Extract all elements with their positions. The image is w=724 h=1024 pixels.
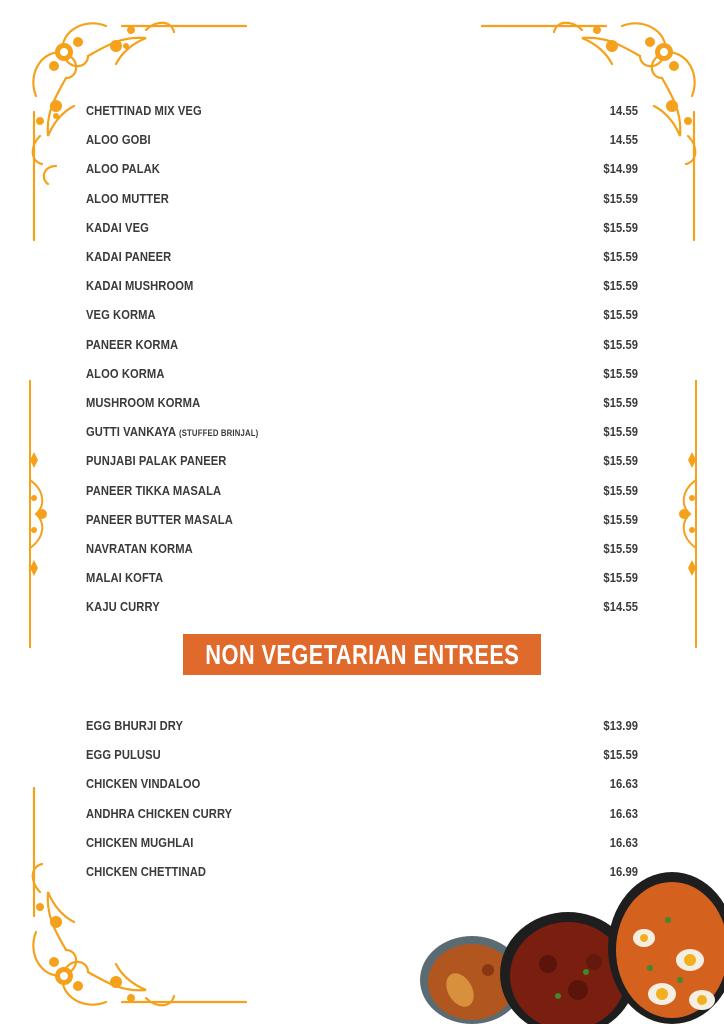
menu-item: [86, 563, 638, 592]
item-name: PANEER BUTTER MASALA: [86, 511, 233, 527]
item-note: (STUFFED BRINJAL): [178, 428, 259, 439]
item-name: EGG PULUSU: [86, 747, 161, 763]
item-price: 14.55: [609, 103, 639, 119]
menu-item: [86, 592, 638, 621]
menu-item: [86, 740, 638, 769]
menu-item: [86, 242, 638, 271]
menu-item: [86, 446, 638, 475]
item-price: $15.59: [603, 540, 639, 556]
menu-item: [86, 711, 638, 740]
menu-item: [86, 300, 638, 329]
item-price: 16.99: [609, 864, 639, 880]
item-price: $14.55: [603, 599, 639, 615]
menu-item: [86, 475, 638, 504]
item-price: 16.63: [609, 805, 639, 821]
menu-item: [86, 828, 638, 857]
item-name: ALOO PALAK: [86, 161, 160, 177]
item-name: CHICKEN CHETTINAD: [86, 864, 207, 880]
item-price: 16.63: [609, 776, 639, 792]
menu-item: [86, 505, 638, 534]
section-banner: [183, 634, 541, 675]
item-name: CHICKEN VINDALOO: [86, 776, 201, 792]
menu-item: [86, 534, 638, 563]
menu-item: [86, 769, 638, 798]
item-name: MALAI KOFTA: [86, 570, 164, 586]
item-price: $15.59: [603, 394, 639, 410]
item-name: PANEER KORMA: [86, 336, 179, 352]
item-price: $15.59: [603, 278, 639, 294]
item-price: $14.99: [603, 161, 639, 177]
item-price: $15.59: [603, 219, 639, 235]
menu-item: [86, 330, 638, 359]
item-name: ANDHRA CHICKEN CURRY: [86, 805, 233, 821]
item-price: $15.59: [603, 570, 639, 586]
menu-item: [86, 799, 638, 828]
item-price: $15.59: [603, 336, 639, 352]
menu-item: [86, 96, 638, 125]
item-price: $15.59: [603, 424, 639, 440]
item-price: $15.59: [603, 249, 639, 265]
item-name: ALOO GOBI: [86, 132, 151, 148]
item-price: $15.59: [603, 482, 639, 498]
veg-entrees-list: [86, 96, 638, 621]
side-ornament-right: [672, 380, 702, 648]
item-name: [86, 424, 258, 439]
item-name: ALOO MUTTER: [86, 190, 169, 206]
item-name: NAVRATAN KORMA: [86, 540, 193, 556]
item-price: $15.59: [603, 511, 639, 527]
item-name: CHETTINAD MIX VEG: [86, 103, 202, 119]
section-title: NON VEGETARIAN ENTREES: [205, 638, 519, 670]
item-name-text: GUTTI VANKAYA: [86, 424, 176, 440]
item-name: MUSHROOM KORMA: [86, 394, 201, 410]
item-price: $15.59: [603, 747, 639, 763]
item-price: $15.59: [603, 453, 639, 469]
item-price: $15.59: [603, 307, 639, 323]
menu-item: [86, 125, 638, 154]
item-name: KAJU CURRY: [86, 599, 160, 615]
item-price: $15.59: [603, 365, 639, 381]
menu-item: [86, 388, 638, 417]
item-name: CHICKEN MUGHLAI: [86, 834, 194, 850]
curry-bowls-image: [418, 872, 724, 1024]
item-name: PUNJABI PALAK PANEER: [86, 453, 227, 469]
item-name: EGG BHURJI DRY: [86, 718, 184, 734]
item-name: KADAI VEG: [86, 219, 149, 235]
menu-item: [86, 213, 638, 242]
menu-item: [86, 184, 638, 213]
nonveg-entrees-list: [86, 711, 638, 886]
item-name: ALOO KORMA: [86, 365, 165, 381]
item-price: $15.59: [603, 190, 639, 206]
menu-item: [86, 417, 638, 446]
item-name: PANEER TIKKA MASALA: [86, 482, 222, 498]
menu-item: [86, 359, 638, 388]
side-ornament-left: [24, 380, 54, 648]
item-name: KADAI PANEER: [86, 249, 172, 265]
item-price: 14.55: [609, 132, 639, 148]
menu-item: [86, 271, 638, 300]
item-price: $13.99: [603, 718, 639, 734]
item-price: 16.63: [609, 834, 639, 850]
item-name: VEG KORMA: [86, 307, 156, 323]
menu-item: [86, 154, 638, 183]
item-name: KADAI MUSHROOM: [86, 278, 194, 294]
